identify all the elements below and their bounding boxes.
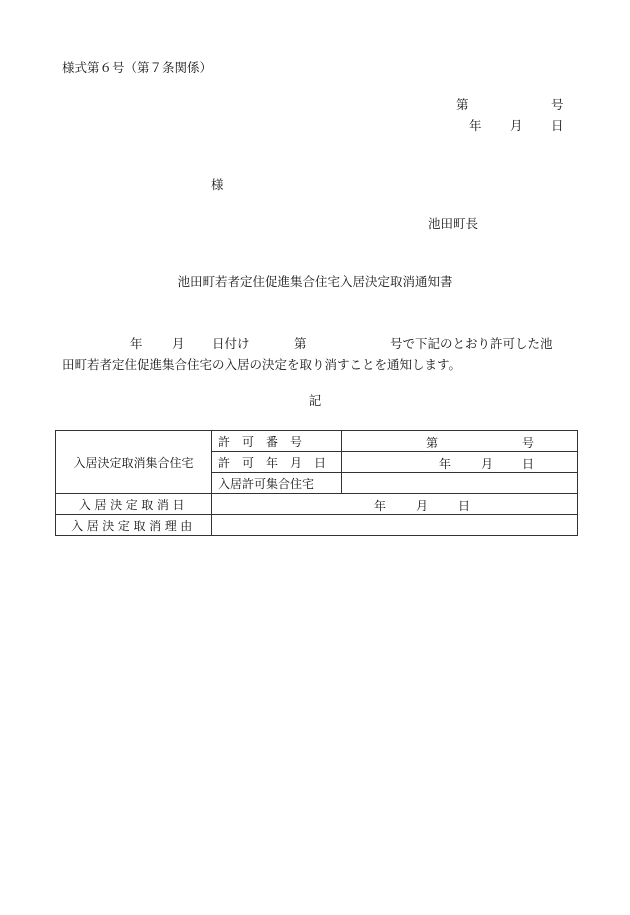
doc-number-suffix: 号 xyxy=(551,97,564,112)
body-number-prefix: 第 xyxy=(294,336,307,351)
cancel-reason-label: 入居決定取消理由 xyxy=(56,515,212,536)
table-row xyxy=(56,431,578,452)
doc-date-day: 日 xyxy=(551,118,564,133)
permit-date-year: 年 xyxy=(439,457,452,471)
body-line1-rest: 号で下記のとおり許可した池 xyxy=(390,336,553,351)
table-row xyxy=(56,515,578,536)
notice-body xyxy=(62,333,572,375)
body-month: 月 xyxy=(172,336,185,351)
permit-number-value xyxy=(342,431,578,452)
cancel-reason-value xyxy=(212,515,578,536)
permit-date-value xyxy=(342,452,578,473)
cancel-date-value xyxy=(212,494,578,515)
sender-name: 池田町長 xyxy=(428,216,479,231)
doc-number-prefix: 第 xyxy=(456,97,469,112)
body-day-dated: 日付け xyxy=(212,336,250,351)
permit-date-label: 許 可 年 月 日 xyxy=(212,452,342,473)
permitted-housing-label: 入居許可集合住宅 xyxy=(212,473,342,494)
cancel-date-year: 年 xyxy=(374,499,387,513)
body-year: 年 xyxy=(130,336,143,351)
document-title: 池田町若者定住促進集合住宅入居決定取消通知書 xyxy=(177,274,453,289)
notice-body-line2: 田町若者定住促進集合住宅の入居の決定を取り消すことを通知します。 xyxy=(62,357,462,372)
group-label: 入居決定取消集合住宅 xyxy=(56,431,212,494)
permit-number-label: 許 可 番 号 xyxy=(212,431,342,452)
addressee-honorific: 様 xyxy=(211,177,224,192)
table-row xyxy=(56,494,578,515)
permit-number-prefix: 第 xyxy=(426,436,439,450)
permit-date-month: 月 xyxy=(481,457,494,471)
notice-body-line1 xyxy=(62,333,572,354)
permit-date-day: 日 xyxy=(522,457,535,471)
cancel-date-day: 日 xyxy=(458,499,471,513)
permit-number-suffix: 号 xyxy=(522,436,535,450)
form-number: 様式第６号（第７条関係） xyxy=(62,60,213,75)
cancel-date-label: 入居決定取消日 xyxy=(56,494,212,515)
permitted-housing-value xyxy=(342,473,578,494)
cancel-date-month: 月 xyxy=(416,499,429,513)
details-table xyxy=(55,430,578,536)
ki-heading: 記 xyxy=(308,393,322,408)
doc-date-year: 年 xyxy=(469,118,482,133)
doc-date-month: 月 xyxy=(510,118,523,133)
